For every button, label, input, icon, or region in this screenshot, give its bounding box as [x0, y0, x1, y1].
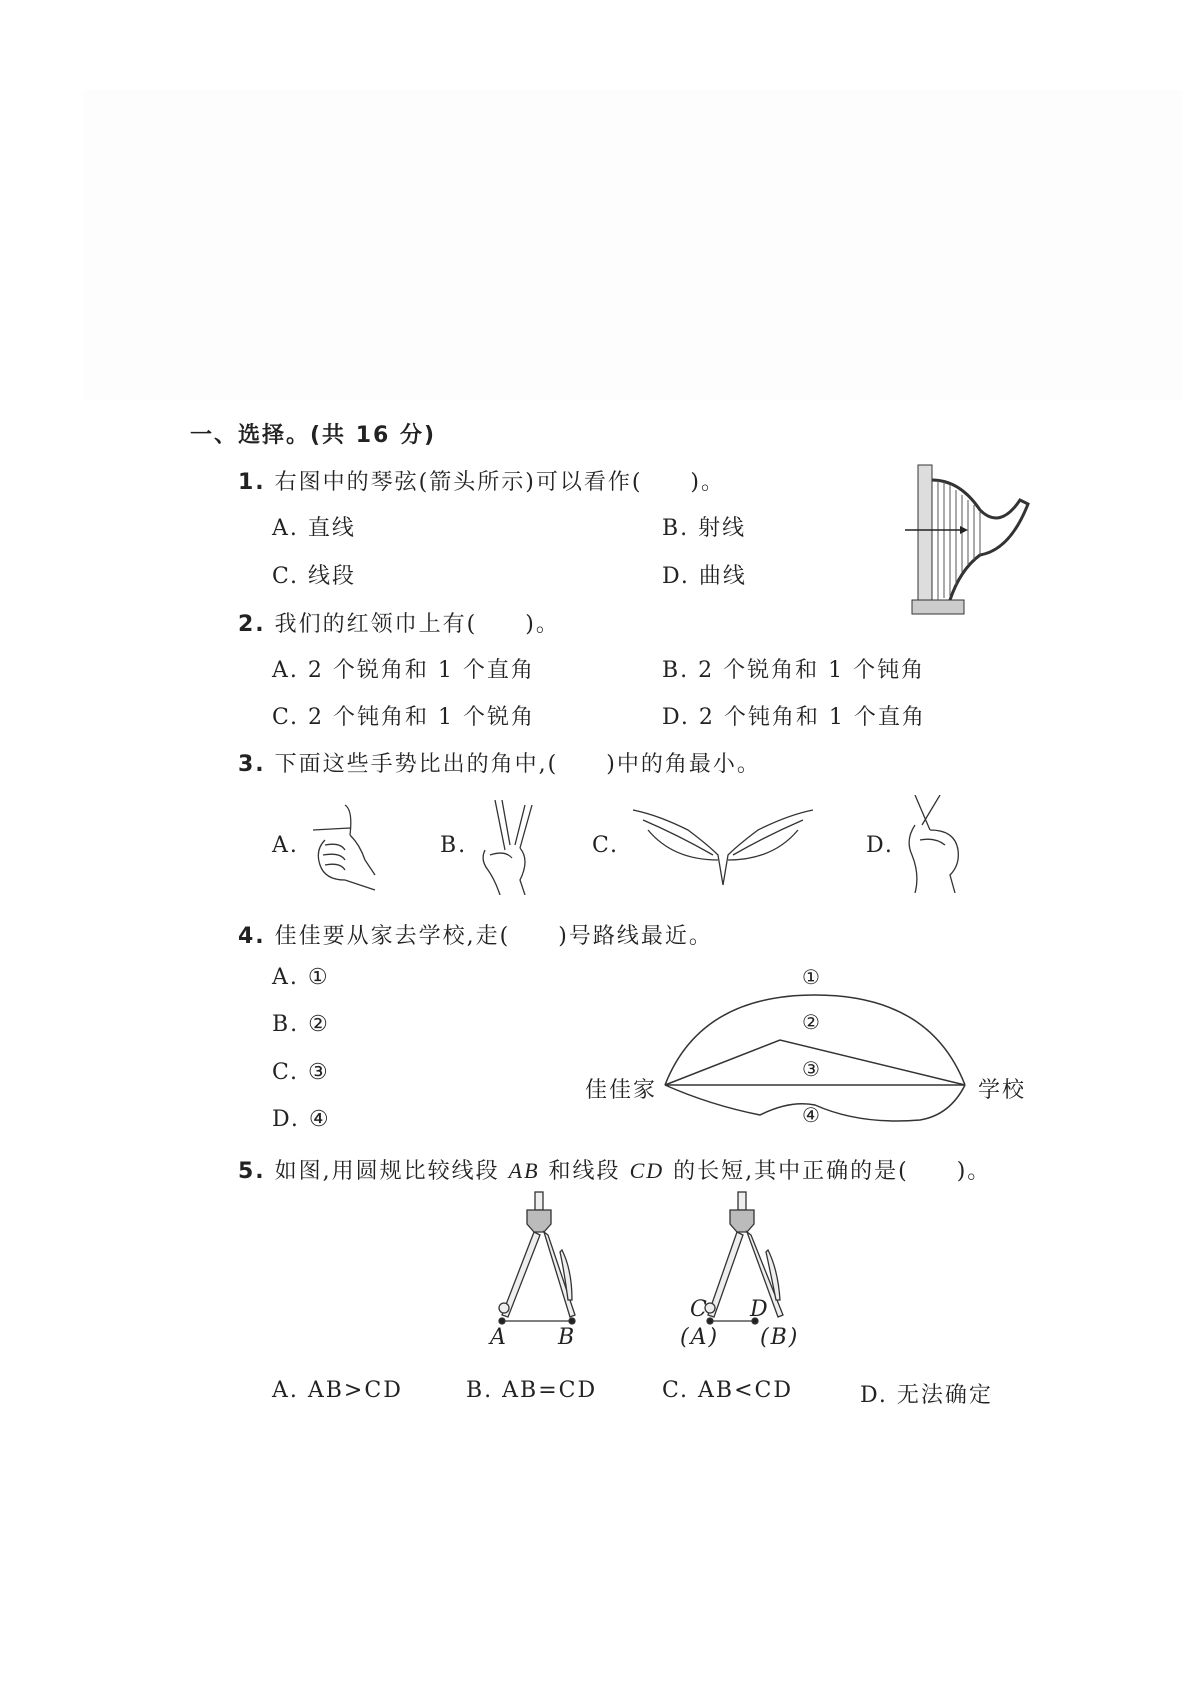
option: A.: [272, 833, 299, 858]
q-text: 右图中的琴弦(箭头所示)可以看作( )。: [274, 470, 726, 495]
question-1: [238, 465, 725, 496]
option: C. AB<CD: [662, 1378, 793, 1403]
q-number: 5.: [238, 1159, 266, 1184]
option: B. 2 个锐角和 1 个钝角: [662, 658, 926, 683]
option: D. 2 个钝角和 1 个直角: [662, 705, 926, 730]
q-text: 的长短,其中正确的是( )。: [664, 1159, 992, 1184]
point-d-label: D: [750, 1297, 770, 1322]
option: D. ④: [272, 1107, 331, 1132]
home-label: 佳佳家: [585, 1078, 658, 1103]
point-a-label: A: [490, 1325, 508, 1350]
option: D.: [866, 833, 894, 858]
blank-header-area: [83, 90, 1183, 400]
harp-image: [900, 460, 1040, 620]
option: C.: [592, 833, 620, 858]
open-hands-gesture-image: [628, 805, 818, 890]
point-c-label: C: [690, 1297, 709, 1322]
q-number: 2.: [238, 612, 266, 637]
question-3: [238, 747, 761, 778]
q-text: 佳佳要从家去学校,走( )号路线最近。: [274, 924, 713, 949]
route-label-2: ②: [802, 1010, 822, 1034]
point-a-paren-label: (A): [680, 1325, 720, 1350]
question-5: [238, 1154, 991, 1185]
option: B.: [440, 833, 468, 858]
option: B. 射线: [662, 516, 747, 541]
q-text: 下面这些手势比出的角中,( )中的角最小。: [274, 752, 761, 777]
thumb-gesture-image: [305, 800, 385, 895]
school-label: 学校: [978, 1078, 1027, 1103]
q-number: 3.: [238, 752, 266, 777]
route-label-3: ③: [802, 1057, 822, 1081]
v-sign-gesture-image: [470, 800, 540, 895]
section-title: 一、选择。(共 16 分): [190, 423, 437, 448]
option: B. ②: [272, 1012, 330, 1037]
route-label-1: ①: [802, 965, 822, 989]
compass-left-image: [490, 1190, 590, 1330]
segment-cd: CD: [629, 1158, 665, 1183]
segment-ab: AB: [508, 1158, 540, 1183]
option: D. 无法确定: [860, 1383, 993, 1408]
option: C. ③: [272, 1060, 330, 1085]
option: A. AB>CD: [272, 1378, 403, 1403]
question-4: [238, 919, 713, 950]
option: C. 2 个钝角和 1 个锐角: [272, 705, 536, 730]
option: B. AB=CD: [466, 1378, 598, 1403]
question-2: [238, 607, 560, 638]
option: A. 2 个锐角和 1 个直角: [272, 658, 535, 683]
q-text: 我们的红领巾上有( )。: [274, 612, 560, 637]
crossed-fingers-gesture-image: [900, 795, 970, 895]
point-b-paren-label: (B): [760, 1325, 800, 1350]
option: A. 直线: [272, 516, 356, 541]
q-text: 和线段: [539, 1159, 630, 1184]
option: C. 线段: [272, 564, 357, 589]
q-text: 如图,用圆规比较线段: [274, 1159, 509, 1184]
option: A. ①: [272, 965, 330, 990]
point-b-label: B: [558, 1325, 577, 1350]
route-label-4: ④: [802, 1103, 822, 1127]
q-number: 1.: [238, 470, 266, 495]
option: D. 曲线: [662, 564, 747, 589]
q-number: 4.: [238, 924, 266, 949]
